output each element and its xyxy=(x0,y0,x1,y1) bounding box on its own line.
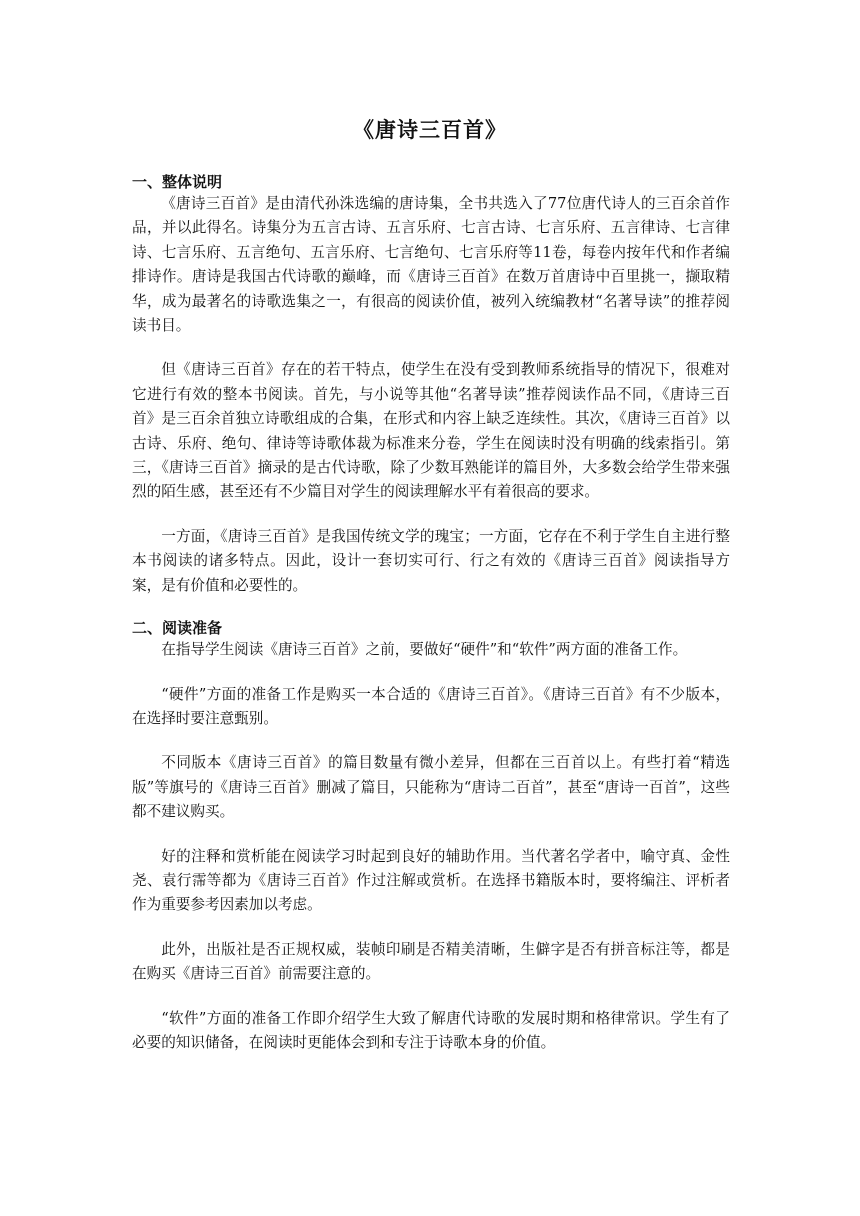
document-title: 《唐诗三百首》 xyxy=(353,117,507,142)
paragraph: “软件”方面的准备工作即介绍学生大致了解唐代诗歌的发展时期和格律常识。学生有了必要的知识储备，在阅读时更能体会到和专注于诗歌本身的价值。 xyxy=(132,1009,730,1051)
section-heading: 一、整体说明 xyxy=(132,173,223,191)
paragraph: 在指导学生阅读《唐诗三百首》之前，要做好“硬件”和“软件”两方面的准备工作。 xyxy=(161,641,688,659)
paragraph: 此外，出版社是否正规权威，装帧印刷是否精美清晰，生僻字是否有拼音标注等，都是在购买《唐诗三百首》前需要注意的。 xyxy=(132,940,730,983)
paragraph: 不同版本《唐诗三百首》的篇目数量有微小差异，但都在三百首以上。有些打着“精选版”等旗号的《唐诗三百首》删减了篇目，只能称为“唐诗二百首”，甚至“唐诗一百首”，这些都不建议购买。 xyxy=(132,754,730,821)
paragraph: 《唐诗三百首》是由清代孙洙选编的唐诗集，全书共选入了77位唐代诗人的三百余首作品，并以此得名。诗集分为五言古诗、五言乐府、七言古诗、七言乐府、五言律诗、七言律诗、七言乐府、五言绝句、五言乐府、七言绝句、七言乐府等11卷，每卷内按年代和作者编排诗作。唐诗是我国古代诗歌的巅峰，而《唐诗三百首》在数万首唐诗中百里挑一，撷取精华，成为最著名的诗歌选集之一，有很高的阅读价值，被列入统编教材“名著导读”的推荐阅读书目。 xyxy=(132,195,730,335)
paragraph: 好的注释和赏析能在阅读学习时起到良好的辅助作用。当代著名学者中，喻守真、金性尧、袁行霈等都为《唐诗三百首》作过注解或赏析。在选择书籍版本时，要将编注、评析者作为重要参考因素加以考虑。 xyxy=(132,847,730,914)
paragraph: “硬件”方面的准备工作是购买一本合适的《唐诗三百首》。《唐诗三百首》有不少版本，在选择时要注意甄别。 xyxy=(132,685,730,727)
paragraph: 一方面，《唐诗三百首》是我国传统文学的瑰宝；一方面，它存在不利于学生自主进行整本书阅读的诸多特点。因此，设计一套切实可行、行之有效的《唐诗三百首》阅读指导方案，是有价值和必要性的。 xyxy=(132,527,730,594)
document-body xyxy=(132,172,730,1055)
section-heading: 二、阅读准备 xyxy=(132,619,223,638)
paragraph: 但《唐诗三百首》存在的若干特点，使学生在没有受到教师系统指导的情况下，很难对它进行有效的整本书阅读。首先，与小说等其他“名著导读”推荐阅读作品不同，《唐诗三百首》是三百余首独立诗歌组成的合集，在形式和内容上缺乏连续性。其次，《唐诗三百首》以古诗、乐府、绝句、律诗等诗歌体裁为标准来分卷，学生在阅读时没有明确的线索指引。第三，《唐诗三百首》摘录的是古代诗歌，除了少数耳熟能详的篇目外，大多数会给学生带来强烈的陌生感，甚至还有不少篇目对学生的阅读理解水平有着很高的要求。 xyxy=(132,361,730,501)
